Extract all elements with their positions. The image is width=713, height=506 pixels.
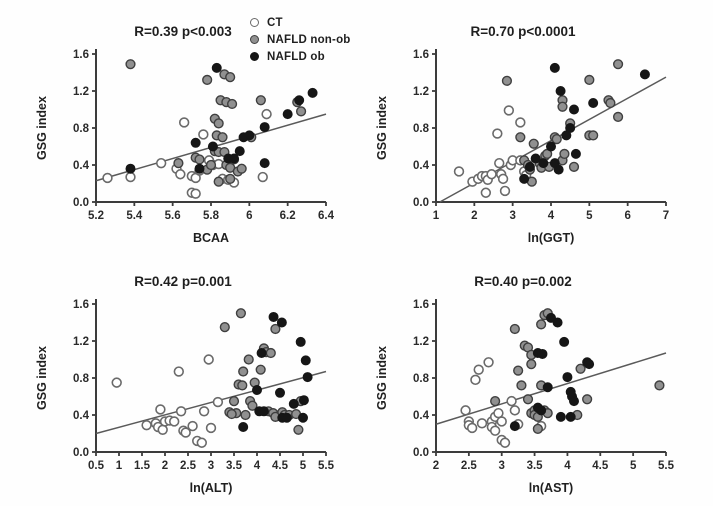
data-point-nonob	[230, 397, 239, 406]
x-tick-label: 4	[253, 460, 261, 472]
data-point-ob	[537, 406, 546, 415]
data-point-ct	[191, 189, 200, 198]
data-point-ct	[262, 110, 271, 119]
y-tick-label: 0.8	[413, 373, 429, 385]
x-tick-label: 5.4	[126, 210, 143, 222]
data-point-nonob	[237, 309, 246, 318]
data-point-nonob	[126, 60, 135, 69]
data-point-ct	[126, 173, 135, 182]
data-point-nonob	[552, 135, 561, 144]
y-tick-label: 1.6	[413, 49, 429, 61]
data-point-ob	[235, 147, 244, 156]
data-point-ob	[239, 423, 248, 432]
y-tick-label: 0.4	[73, 160, 89, 172]
legend-label: CT	[267, 16, 283, 29]
y-tick-label: 0.0	[73, 197, 89, 209]
x-tick-label: 4.5	[592, 460, 609, 472]
y-tick-label: 1.2	[413, 86, 429, 98]
data-point-nonob	[606, 99, 615, 108]
data-point-ct	[142, 421, 151, 430]
x-tick-label: 3	[509, 210, 516, 222]
data-point-ct	[495, 159, 504, 168]
data-point-nonob	[214, 177, 223, 186]
data-point-ob	[230, 154, 239, 163]
data-point-ob	[554, 165, 563, 174]
data-point-nonob	[228, 100, 237, 109]
data-point-ob	[277, 318, 286, 327]
data-point-ct	[474, 365, 483, 374]
x-tick-label: 2.5	[460, 460, 477, 472]
data-point-ct	[501, 438, 510, 447]
data-point-ob	[296, 338, 305, 347]
data-point-ct	[501, 187, 510, 196]
data-point-ob	[300, 396, 309, 405]
y-tick-label: 0.8	[73, 123, 89, 135]
data-point-ob	[547, 142, 556, 151]
data-point-ct	[510, 406, 519, 415]
x-tick-label: 3	[498, 460, 505, 472]
data-point-nonob	[655, 381, 664, 390]
data-point-nonob	[174, 159, 183, 168]
data-point-ob	[308, 88, 317, 97]
data-point-ct	[497, 417, 506, 426]
data-point-ob	[245, 131, 254, 140]
data-point-nonob	[226, 73, 235, 82]
data-point-nonob	[227, 410, 236, 419]
scatter-panel-ast	[370, 258, 700, 500]
x-tick-label: 3.5	[526, 460, 543, 472]
data-point-nonob	[220, 323, 229, 332]
y-axis-label: GSG index	[35, 346, 49, 410]
y-tick-label: 1.6	[73, 49, 89, 61]
alt-chart	[30, 258, 360, 500]
data-point-ct	[471, 375, 480, 384]
data-point-ob	[276, 388, 285, 397]
y-axis-label: GSG index	[35, 96, 49, 160]
y-tick-label: 1.2	[413, 336, 429, 348]
x-tick-label: 5	[299, 460, 307, 472]
data-point-ct	[258, 173, 267, 182]
data-point-nonob	[244, 355, 253, 364]
data-point-nonob	[533, 424, 542, 433]
data-point-nonob	[514, 366, 523, 375]
data-point-nonob	[537, 320, 546, 329]
data-point-ob	[283, 110, 292, 119]
data-point-ob	[260, 159, 269, 168]
data-point-ct	[504, 106, 513, 115]
x-axis-label: ln(ALT)	[189, 481, 233, 495]
data-point-nonob	[614, 60, 623, 69]
data-point-ob	[538, 350, 547, 359]
data-point-ob	[641, 70, 650, 79]
data-point-ob	[289, 400, 298, 409]
x-tick-label: 6	[624, 210, 631, 222]
data-point-ct	[170, 417, 179, 426]
y-tick-label: 1.6	[413, 299, 429, 311]
x-tick-label: 3.5	[226, 460, 242, 472]
x-tick-label: 5.5	[658, 460, 674, 472]
data-point-ob	[543, 383, 552, 392]
data-point-ob	[566, 124, 575, 133]
x-tick-label: 6.2	[279, 210, 296, 222]
x-tick-label: 2	[161, 460, 169, 472]
data-point-ct	[499, 174, 508, 183]
legend-item-nafld-ob	[250, 50, 351, 63]
y-axis-label: GSG index	[375, 96, 389, 160]
data-point-nonob	[256, 96, 265, 105]
data-point-ob	[550, 63, 559, 72]
data-point-ct	[157, 159, 166, 168]
data-point-ct	[516, 118, 525, 127]
data-point-ct	[199, 130, 208, 139]
data-point-ct	[484, 358, 493, 367]
data-point-ob	[570, 105, 579, 114]
data-point-nonob	[503, 76, 512, 85]
data-point-nonob	[256, 365, 265, 374]
data-point-ob	[510, 422, 519, 431]
x-tick-label: 7	[662, 210, 670, 222]
x-tick-label: 5	[629, 460, 637, 472]
data-point-nonob	[239, 367, 248, 376]
x-tick-label: 3	[207, 460, 215, 472]
y-tick-label: 0.0	[413, 447, 429, 459]
x-axis-label: ln(AST)	[528, 481, 574, 495]
data-point-ct	[112, 378, 121, 387]
x-tick-label: 6	[246, 210, 253, 222]
data-point-ct	[176, 170, 185, 179]
data-point-nonob	[238, 381, 247, 390]
ggt-chart	[370, 8, 700, 250]
x-tick-label: 2.5	[180, 460, 196, 472]
data-point-ob	[195, 164, 204, 173]
y-tick-label: 1.2	[73, 336, 89, 348]
data-point-ct	[177, 407, 186, 416]
data-point-ob	[526, 162, 535, 171]
data-point-ob	[539, 159, 548, 168]
y-tick-label: 0.0	[413, 197, 429, 209]
data-point-nonob	[517, 381, 526, 390]
x-axis-label: ln(GGT)	[527, 231, 575, 245]
data-point-ct	[481, 188, 490, 197]
data-point-ob	[566, 412, 575, 421]
data-point-ob	[589, 99, 598, 108]
data-point-ct	[491, 426, 500, 435]
legend-item-ct	[250, 16, 351, 29]
legend	[250, 16, 351, 63]
x-tick-label: 5	[586, 210, 593, 222]
panel-title: R=0.42 p=0.001	[134, 274, 232, 289]
data-point-ob	[260, 407, 269, 416]
data-point-nonob	[510, 325, 519, 334]
data-point-ct	[455, 167, 464, 176]
data-point-ct	[507, 397, 516, 406]
legend-item-nafld-non-ob	[250, 33, 351, 46]
y-tick-label: 0.4	[413, 160, 429, 172]
data-point-ct	[478, 419, 487, 428]
data-point-nonob	[203, 76, 212, 85]
data-point-nonob	[529, 139, 538, 148]
data-point-ob	[556, 87, 565, 96]
data-point-ob	[212, 63, 221, 72]
data-point-ob	[191, 138, 200, 147]
data-point-nonob	[195, 155, 204, 164]
data-point-nonob	[570, 162, 579, 171]
data-point-ob	[260, 123, 269, 132]
data-point-nonob	[558, 102, 567, 111]
data-point-ob	[269, 313, 278, 322]
data-point-ob	[253, 386, 262, 395]
nafld-non-ob-marker-icon	[250, 35, 259, 44]
scatter-panel-ggt	[370, 8, 700, 250]
data-point-ct	[180, 118, 189, 127]
y-tick-label: 0.8	[413, 123, 429, 135]
data-point-ob	[520, 174, 529, 183]
data-point-nonob	[524, 395, 533, 404]
data-point-nonob	[207, 161, 216, 170]
y-tick-label: 0.4	[73, 410, 89, 422]
data-point-ob	[553, 318, 562, 327]
x-tick-label: 4.5	[272, 460, 288, 472]
data-point-ob	[303, 373, 312, 382]
data-point-nonob	[527, 360, 536, 369]
data-point-nonob	[237, 164, 246, 173]
data-point-nonob	[583, 395, 592, 404]
data-point-ct	[200, 407, 209, 416]
data-point-ct	[174, 367, 183, 376]
data-point-ob	[556, 412, 565, 421]
data-point-nonob	[214, 119, 223, 128]
data-point-nonob	[266, 349, 275, 358]
data-point-nonob	[585, 76, 594, 85]
data-point-nonob	[294, 425, 303, 434]
data-point-nonob	[218, 133, 227, 142]
y-tick-label: 0.0	[73, 447, 89, 459]
data-point-ob	[560, 338, 569, 347]
data-point-ob	[570, 397, 579, 406]
data-point-ct	[487, 170, 496, 179]
panel-title: R=0.70 p<0.0001	[470, 24, 576, 39]
data-point-ob	[572, 150, 581, 159]
data-point-ob	[563, 373, 572, 382]
legend-label: NAFLD ob	[267, 50, 325, 63]
data-point-ct	[493, 129, 502, 138]
data-point-ct	[468, 424, 477, 433]
panel-title: R=0.40 p=0.002	[474, 274, 572, 289]
data-point-ob	[299, 413, 308, 422]
data-point-nonob	[614, 113, 623, 122]
x-tick-label: 6.4	[318, 210, 334, 222]
data-point-nonob	[560, 150, 569, 159]
x-tick-label: 1	[115, 460, 123, 472]
data-point-ct	[494, 409, 503, 418]
data-point-nonob	[297, 107, 306, 116]
data-point-ob	[301, 356, 310, 365]
data-point-ob	[585, 360, 594, 369]
data-point-ct	[103, 174, 112, 183]
data-point-ct	[461, 406, 470, 415]
data-point-ct	[158, 425, 167, 434]
x-tick-label: 2	[432, 460, 440, 472]
x-tick-label: 1	[432, 210, 440, 222]
data-point-ct	[156, 405, 165, 414]
y-tick-label: 1.6	[73, 299, 89, 311]
x-tick-label: 0.5	[88, 460, 104, 472]
y-axis-label: GSG index	[375, 346, 389, 410]
x-tick-label: 1.5	[134, 460, 150, 472]
y-tick-label: 1.2	[73, 86, 89, 98]
data-point-ob	[295, 96, 304, 105]
legend-label: NAFLD non-ob	[267, 33, 351, 46]
ast-chart	[370, 258, 700, 500]
nafld-ob-marker-icon	[250, 52, 259, 61]
data-point-nonob	[226, 174, 235, 183]
data-point-ct	[204, 355, 213, 364]
data-point-ob	[209, 142, 218, 151]
x-axis-label: BCAA	[192, 231, 230, 245]
data-point-nonob	[491, 397, 500, 406]
x-tick-label: 4	[564, 460, 571, 472]
data-point-nonob	[241, 411, 250, 420]
x-tick-label: 5.6	[164, 210, 181, 222]
data-point-nonob	[589, 131, 598, 140]
x-tick-label: 5.5	[318, 460, 334, 472]
y-tick-label: 0.4	[413, 410, 429, 422]
data-point-ct	[214, 398, 223, 407]
x-tick-label: 4	[547, 210, 555, 222]
data-point-ct	[207, 424, 216, 433]
data-point-ob	[126, 164, 135, 173]
y-tick-label: 0.8	[73, 373, 89, 385]
x-tick-label: 5.2	[88, 210, 104, 222]
data-point-ct	[197, 438, 206, 447]
x-tick-label: 5.8	[203, 210, 219, 222]
data-point-ob	[257, 349, 266, 358]
data-point-ob	[283, 413, 292, 422]
x-tick-label: 2	[471, 210, 478, 222]
panel-title: R=0.39 p<0.003	[134, 24, 232, 39]
ct-marker-icon	[250, 18, 259, 27]
scatter-panel-alt	[30, 258, 360, 500]
data-point-ct	[188, 422, 197, 431]
data-point-nonob	[516, 133, 525, 142]
